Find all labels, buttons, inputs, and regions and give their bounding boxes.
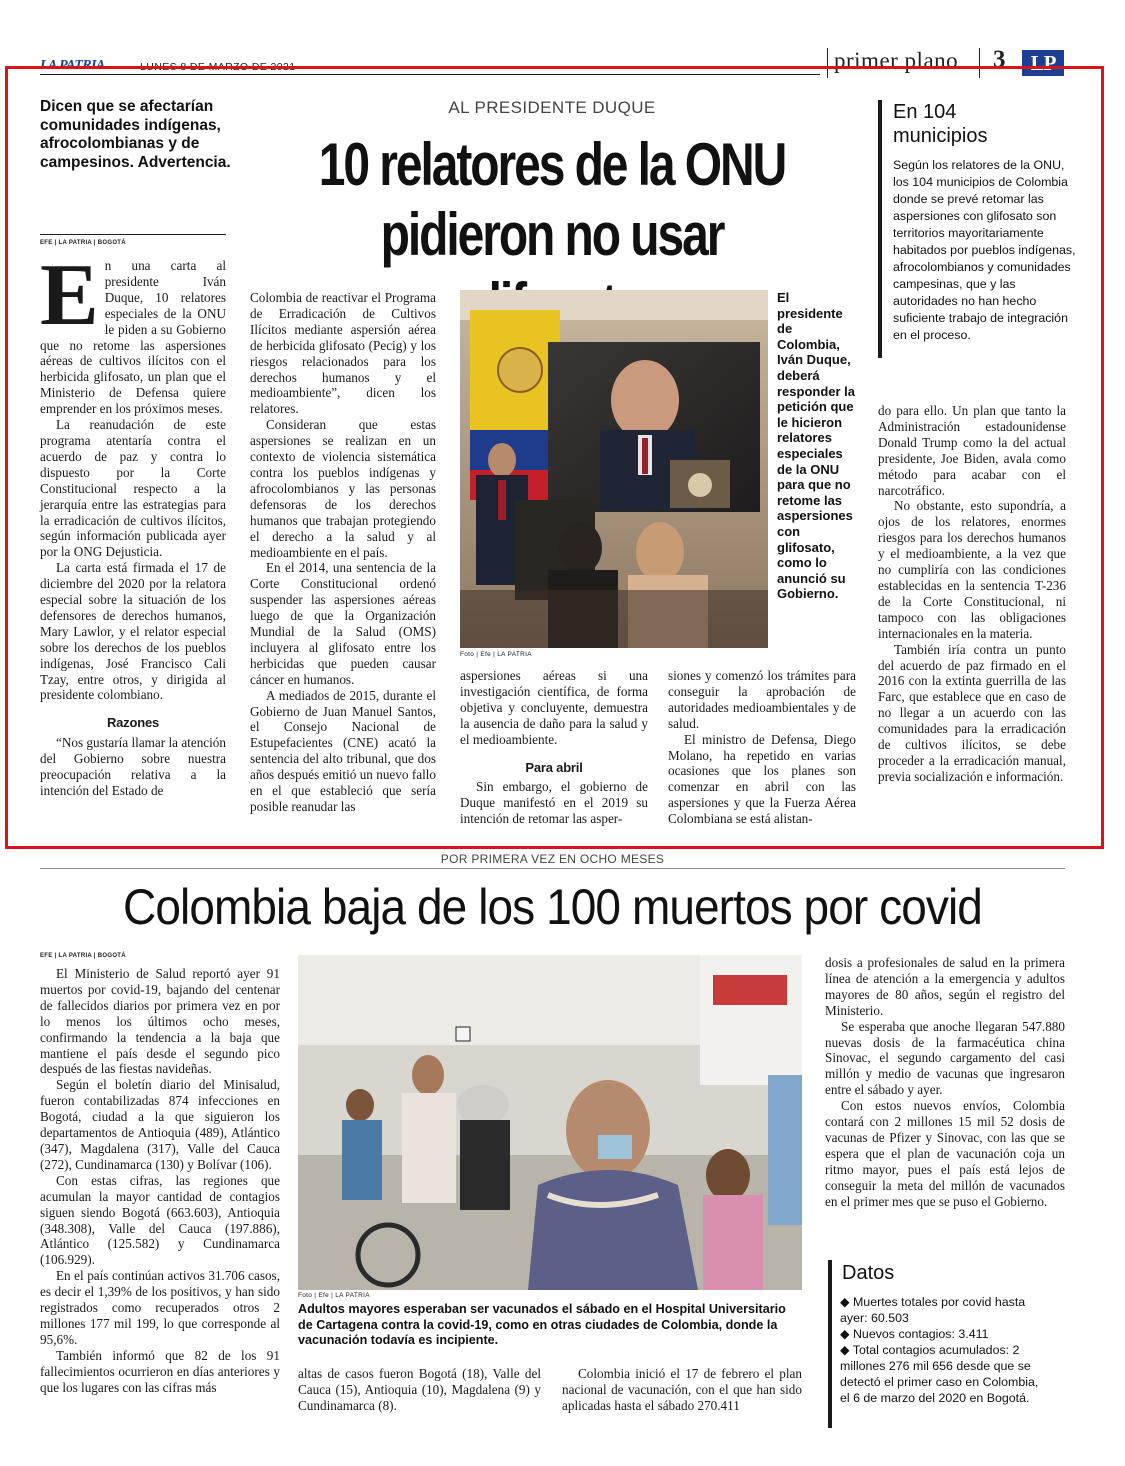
datos-item-text: Muertes totales por covid hasta ayer: 60.503 <box>840 1295 1026 1325</box>
sidebar1-title-line2: municipios <box>893 125 988 147</box>
masthead-brand: LA PATRIA <box>40 58 105 73</box>
duque-photo-illustration <box>460 290 768 648</box>
paragraph: También iría contra un punto del acuerdo de paz firmado en el 2016 con la extinta guerrilla de las Farc, que establece que en caso de no llegar a un acuerdo con las comunidades para la erradicación de cultivos ilícitos, se debe proceder a la erradicación manual, previa socialización e información. <box>878 641 1066 784</box>
paragraph: A mediados de 2015, durante el Gobierno de Juan Manuel Santos, el Consejo Nacional de Estupefacientes (CNE) acató la sentencia del alto tribunal, que dos años después emitió un nuevo fallo en el que estableció que sería posible reanudar las <box>250 687 436 814</box>
deck-rule <box>40 234 226 235</box>
article2-col4 <box>825 955 1065 1210</box>
article2-headline: Colombia baja de los 100 muertos por covid <box>123 879 982 935</box>
datos-title: Datos <box>842 1262 895 1284</box>
section-name: primer plano <box>834 48 959 73</box>
datos-item <box>840 1326 1050 1342</box>
headline-line-1: 10 relatores de la ONU <box>318 131 786 198</box>
duque-photo-credit: Foto | Efe | LA PATRIA <box>460 651 532 658</box>
subhead-para-abril: Para abril <box>525 759 583 775</box>
vaccination-photo <box>298 955 802 1290</box>
datos-item-text: Total contagios acumulados: 2 millones 276 mil 656 desde que se detectó el primer caso en Colombia, el 6 de marzo del 2020 en Bogotá. <box>840 1343 1039 1405</box>
diamond-bullet-icon: ◆ <box>840 1343 853 1357</box>
article1-byline: EFE | LA PATRIA | BOGOTÁ <box>40 240 126 246</box>
article1-col5 <box>878 403 1066 785</box>
paragraph: En el país continúan activos 31.706 casos, es decir el 1,39% de los positivos, y han sido registrados como recuperados otros 2 millones 177 mil 199, lo que corresponde al 95,6%. <box>40 1268 280 1347</box>
datos-bar <box>828 1260 832 1428</box>
paragraph: Consideran que estas aspersiones se realizan en un contexto de violencia sistemática contra los pueblos indígenas y afrocolombianos y las personas defensoras de los derechos humanos que trabajan protegiendo el derecho a la salud y al medioambiente en el país. <box>250 417 436 560</box>
paragraph: Con estas cifras, las regiones que acumulan la mayor cantidad de contagios siguen siendo Bogotá (663.603), Antioquia (348.308), Valle del Cauca (197.886), Atlántico (125.582) y Cundinamarca (106.929). <box>40 1172 280 1268</box>
paragraph: En el 2014, una sentencia de la Corte Constitucional ordenó suspender las aspersiones aéreas luego de que la Organización Mundial de la Salud (OMS) incluyera al glifosato entre los herbicidas que pueden causar cáncer en humanos. <box>250 560 436 687</box>
paragraph: También informó que 82 de los 91 fallecimientos ocurrieron en días anteriores y que los lugares con las cifras más <box>40 1347 280 1395</box>
article2-byline: EFE | LA PATRIA | BOGOTÁ <box>40 953 126 959</box>
duque-photo <box>460 290 768 648</box>
datos-item-text: Nuevos contagios: 3.411 <box>852 1327 989 1341</box>
paragraph: El ministro de Defensa, Diego Molano, ha repetido en varias ocasiones que los planes son comenzar en abril con las aspersiones y que la Fuerza Aérea Colombiana se está alistan- <box>668 731 856 827</box>
paragraph: Colombia de reactivar el Programa de Erradicación de Cultivos Ilícitos mediante aspersión aérea de herbicida glifosato (Pecig) y los riesgos relacionados para los derechos humanos y el medioambiente”, dicen los relatores. <box>250 290 436 417</box>
drop-cap: E <box>40 247 99 344</box>
paragraph: El Ministerio de Salud reportó ayer 91 muertos por covid-19, bajando del centenar de fallecidos diarios por primera vez en por lo menos los últimos ocho meses, confirmando la tendencia a la baja que mantiene el país desde el segundo pico después de las fiestas navideñas. <box>40 966 280 1077</box>
article1-col1 <box>40 247 226 799</box>
duque-photo-caption: El presidente de Colombia, Iván Duque, deberá responder la petición que le hicieron relatores especiales de la ONU para que no retome las aspersiones con glifosato, como lo anunció su Gobierno. <box>777 290 856 602</box>
paragraph: aspersiones aéreas si una investigación científica, de forma objetiva y concluyente, demuestra la ausencia de daño para la salud y el medioambiente. <box>460 668 648 747</box>
sidebar1-title-line1: En 104 <box>893 101 957 123</box>
paragraph: La carta está firmada el 17 de diciembre del 2020 por la relatora especial sobre la situación de los defensores de derechos humanos, Mary Lawlor, y el relator especial sobre los derechos de los pueblos indígenas, José Francisco Cali Tzay, entre otros, y dirigida al presidente colombiano. <box>40 560 226 703</box>
datos-item <box>840 1294 1050 1326</box>
vaccination-photo-caption: Adultos mayores esperaban ser vacunados el sábado en el Hospital Universitario de Cartagena contra la covid-19, como en otras ciudades de Colombia, donde la vacunación todavía es incipiente. <box>298 1302 786 1348</box>
paragraph: do para ello. Un plan que tanto la Administración estadounidense Donald Trump como la del actual presidente, Joe Biden, avala como método para acabar con el narcotráfico. <box>878 403 1066 498</box>
paragraph: Según el boletín diario del Minisalud, fueron contabilizadas 874 infecciones en Bogotá, ciudad a la que siguieron los departamentos de Antioquia (489), Atlántico (347), Magdalena (317), Valle del Cauca (272), Cundinamarca (130) y Bolívar (106). <box>40 1077 280 1172</box>
paragraph: Sin embargo, el gobierno de Duque manifestó en el 2019 su intención de retomar las asper- <box>460 779 648 827</box>
headline-line-2: pidieron no usar <box>380 201 724 268</box>
page-number: 3 <box>993 46 1006 73</box>
sidebar1-bar <box>878 100 882 358</box>
article1-deck: Dicen que se afectarían comunidades indígenas, afrocolombianas y de campesinos. Advertencia. <box>40 98 231 171</box>
vaccination-photo-credit: Foto | Efe | LA PATRIA <box>298 1292 370 1299</box>
paragraph: Colombia inició el 17 de febrero el plan nacional de vacunación, con el que han sido aplicadas hasta el sábado 270.411 <box>562 1366 802 1413</box>
paragraph: dosis a profesionales de salud en la primera línea de atención a la emergencia y adultos mayores de 80 años, según el registro del Ministerio. <box>825 955 1065 1018</box>
paragraph: No obstante, esto supondría, a ojos de los relatores, enormes riesgos para los derechos humanos y el medioambiente, a la vez que no cumpliría con las condiciones establecidas en la sentencia T-236 de la Corte Constitucional, ni tampoco con las obligaciones internacionales en la materia. <box>878 498 1066 641</box>
masthead-date: LUNES 8 DE MARZO DE 2021 <box>140 61 296 73</box>
paragraph: La reanudación de este programa atentaría contra el acuerdo de paz y contra lo dispuesto por la Corte Constitucional respecto a la jerarquía entre las estrategias para la erradicación de cultivos ilícitos, según información publicada ayer por la ONG Dejusticia. <box>40 417 226 560</box>
datos-list <box>840 1294 1050 1406</box>
sidebar1-text: Según los relatores de la ONU, los 104 municipios de Colombia donde se prevé retomar las aspersiones con glifosato son territorios mayoritariamente habitados por pueblos indígenas, afrocolombianos y comunidades campesinas, que y las autoridades no han hecho suficiente trabajo de integración en el proceso. <box>893 158 1076 342</box>
article1-kicker: AL PRESIDENTE DUQUE <box>448 98 656 117</box>
datos-item <box>840 1342 1050 1406</box>
article2-kicker: POR PRIMERA VEZ EN OCHO MESES <box>440 852 665 866</box>
article2-col2 <box>298 1366 541 1414</box>
vaccination-photo-illustration <box>298 955 802 1290</box>
article1-col2 <box>250 290 436 815</box>
article1-col4 <box>668 668 856 827</box>
article2-col1 <box>40 966 280 1395</box>
article1-col3 <box>460 668 648 827</box>
subhead-razones: Razones <box>106 715 160 731</box>
article2-col3 <box>562 1366 802 1414</box>
diamond-bullet-icon: ◆ <box>840 1327 853 1341</box>
paragraph: “Nos gustaría llamar la atención del Gobierno sobre nuestra preocupación relativa a la intención del Estado de <box>40 735 226 798</box>
paragraph: n una carta al presidente Iván Duque, 10 relatores especiales de la ONU le piden a su Gobierno que no retome las aspersiones aéreas de cultivos ilícitos con el herbicida glifosato, un plan que el Ministerio de Defensa quiere emprender en los próximos meses. <box>40 258 226 417</box>
paragraph: altas de casos fueron Bogotá (18), Valle del Cauca (15), Antioquia (10), Magdalena (9) y Cundinamarca (8). <box>298 1366 541 1413</box>
paragraph: Se esperaba que anoche llegaran 547.880 nuevas dosis de la farmacéutica china Sinovac, el segundo cargamento del casi millón y medio de vacunas que ingresaron entre el sábado y ayer. <box>825 1018 1065 1098</box>
article2-rule <box>40 868 1065 869</box>
paragraph: Con estos nuevos envíos, Colombia contará con 2 millones 15 mil 52 dosis de vacunas de Pfizer y Sinovac, con las que se espera que el plan de vacunación coja un ritmo mayor, pues el país está lejos de conseguir la meta del millón de vacunados en el primer mes que se puso el Gobierno. <box>825 1098 1065 1209</box>
diamond-bullet-icon: ◆ <box>840 1295 853 1309</box>
lp-logo: LP <box>1022 50 1064 76</box>
sidebar1-title <box>893 100 987 148</box>
paragraph: siones y comenzó los trámites para conseguir la aprobación de autoridades medioambientales y de salud. <box>668 668 856 731</box>
